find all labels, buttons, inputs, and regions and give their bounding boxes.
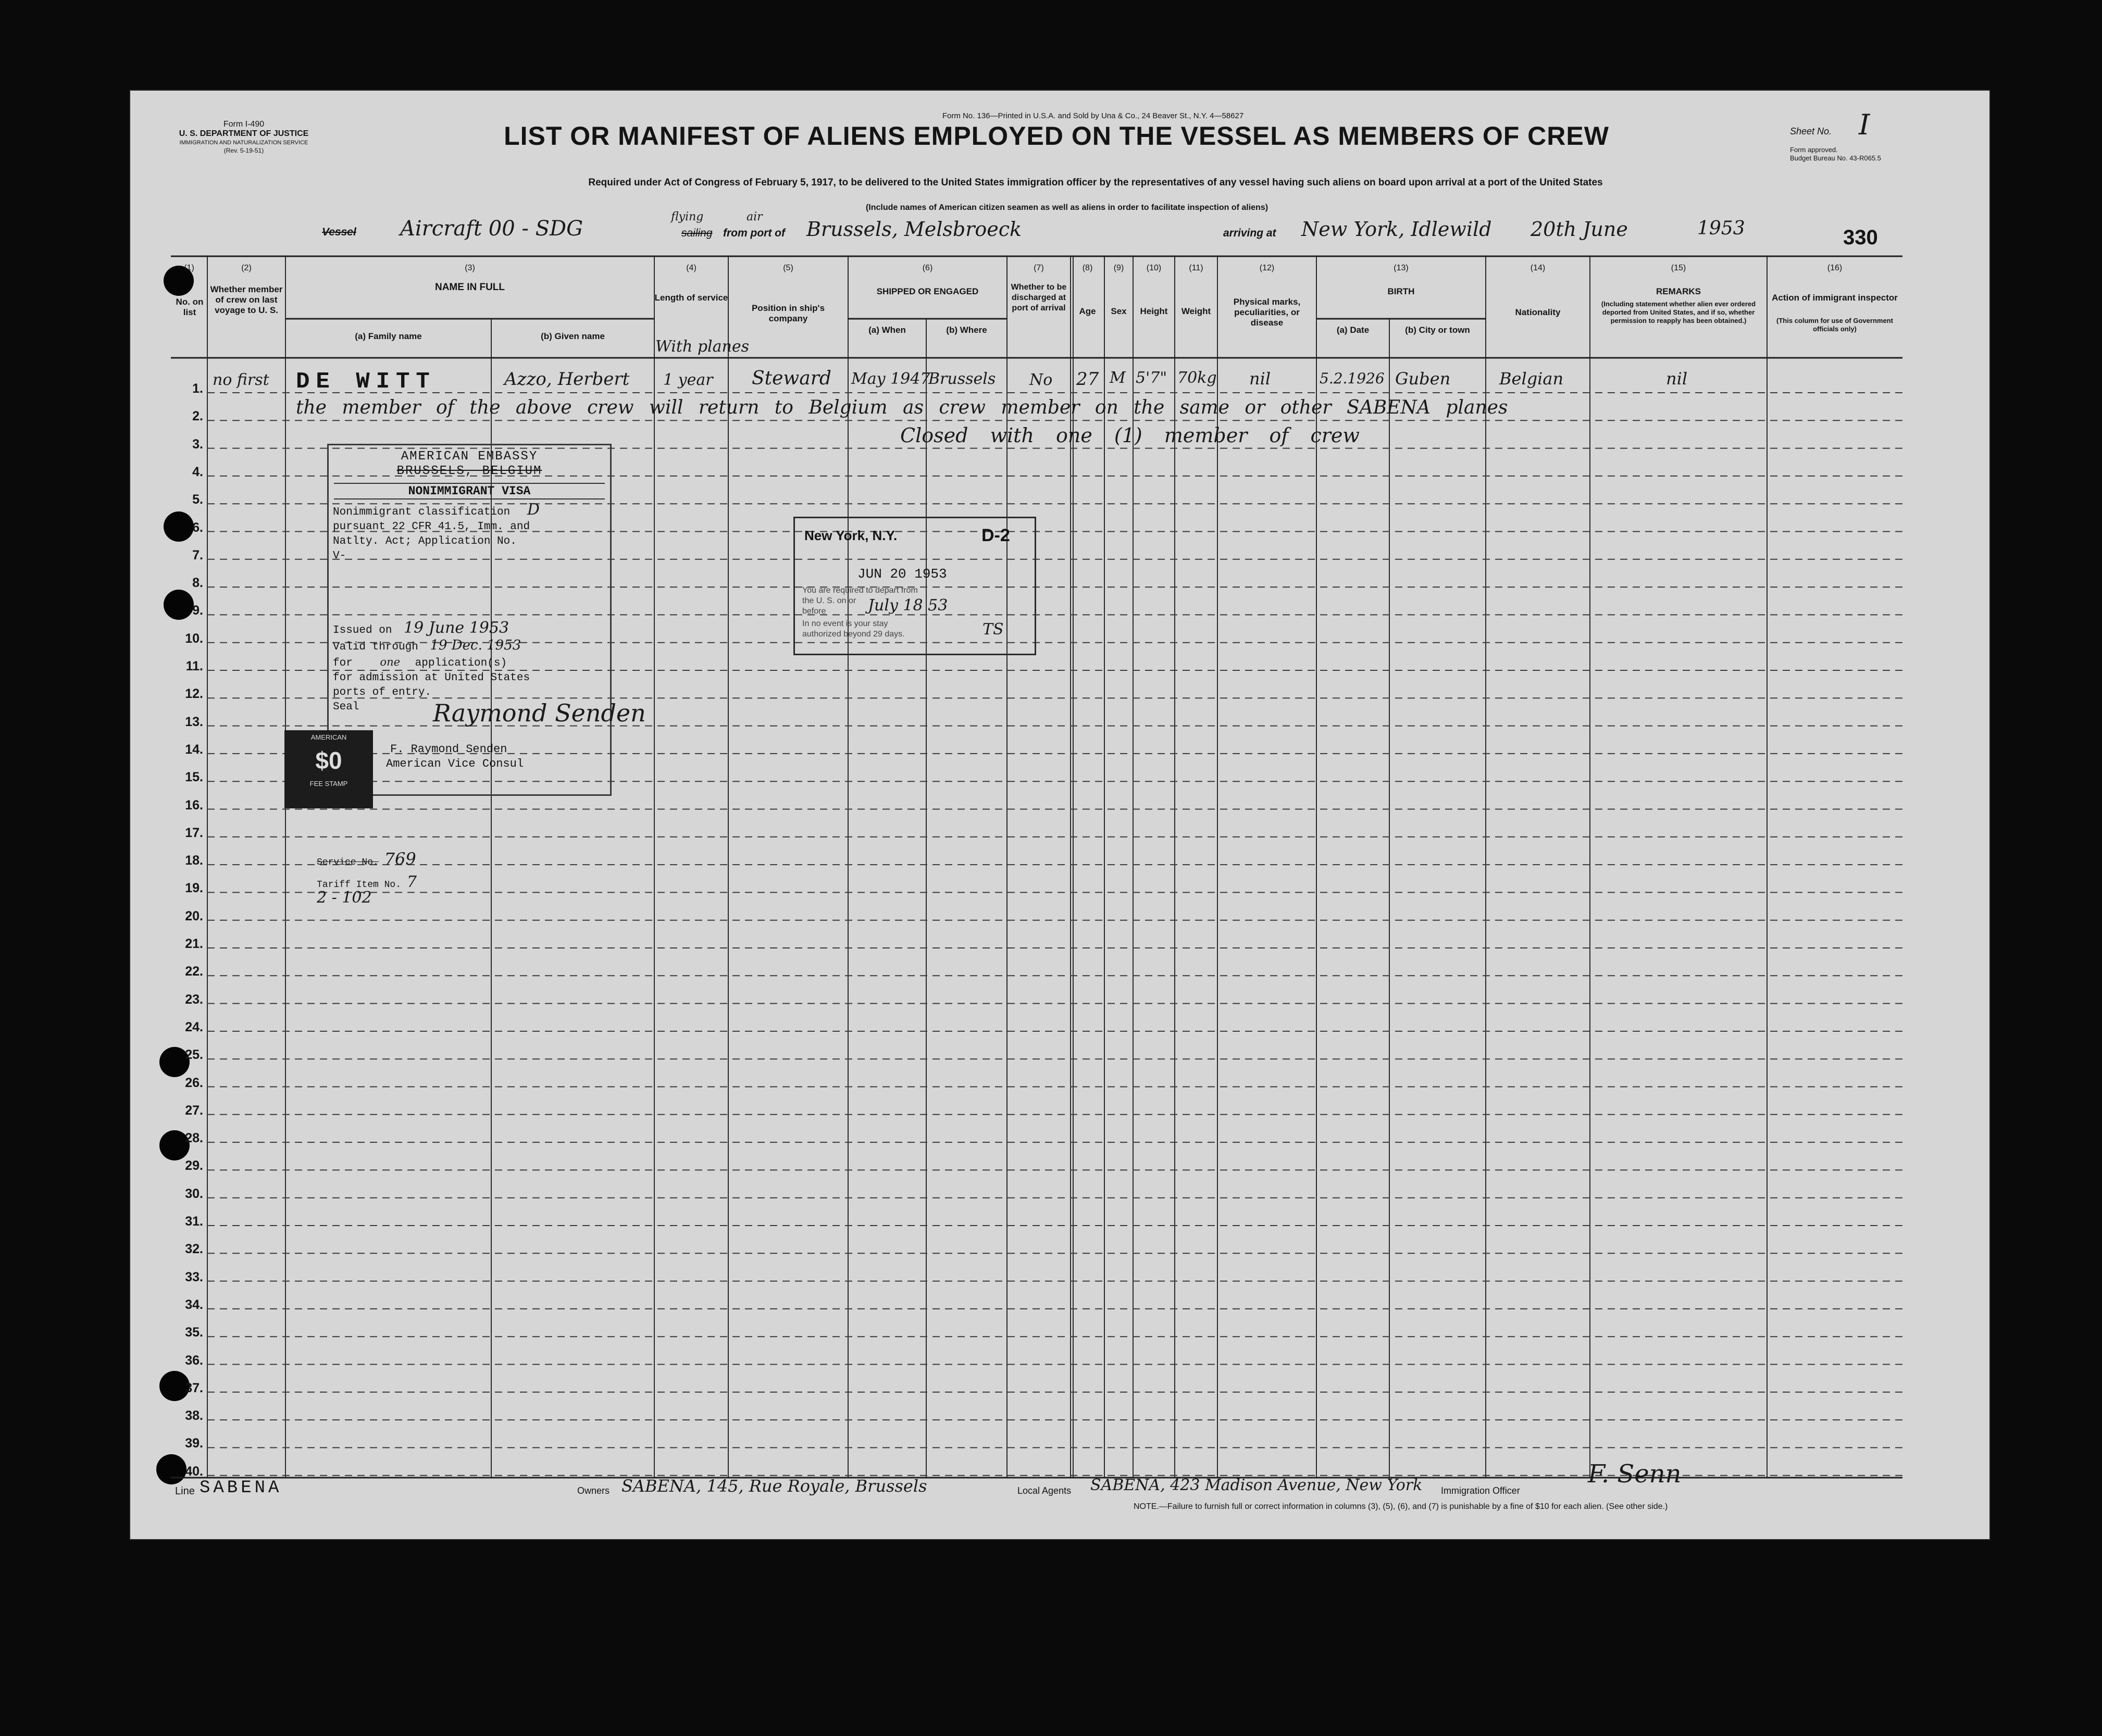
- visa-for-label: for: [333, 657, 353, 669]
- row-number: 7.: [192, 547, 203, 563]
- vessel-label: Vessel: [322, 226, 356, 238]
- col-head-no: No. on list: [176, 297, 204, 317]
- flying-note: flying: [671, 210, 704, 223]
- footer-agents-value: SABENA, 423 Madison Avenue, New York: [1090, 1476, 1423, 1494]
- col-head-action: Action of immigrant inspector: [1772, 293, 1898, 303]
- visa-signature: Raymond Senden: [433, 699, 646, 727]
- page-title: LIST OR MANIFEST OF ALIENS EMPLOYED ON THE VESSEL AS MEMBERS OF CREW: [504, 121, 1609, 151]
- sailing-label: sailing: [681, 227, 713, 239]
- serial-number: 330: [1843, 226, 1878, 249]
- row-number: 38.: [185, 1408, 203, 1423]
- col-head-position: Position in ship's company: [751, 303, 825, 323]
- visa-v: V-: [333, 550, 346, 562]
- form-id: Form I-490: [223, 120, 265, 129]
- col-num-7: (7): [1034, 264, 1044, 272]
- row-number: 39.: [185, 1436, 203, 1451]
- col-num-12: (12): [1259, 264, 1275, 272]
- entry-length: 1 year: [663, 371, 713, 389]
- from-port-value: Brussels, Melsbroeck: [806, 218, 1022, 241]
- row-number: 5.: [192, 492, 203, 507]
- visa-valid-value: 19 Dec. 1953: [430, 638, 521, 653]
- entry-birth-city: Guben: [1395, 369, 1451, 389]
- row-number: 4.: [192, 464, 203, 479]
- service-label: Service No.: [317, 857, 379, 868]
- footer-line-label: Line: [175, 1485, 195, 1497]
- col-head-discharged: Whether to be discharged at port of arrival: [1011, 283, 1067, 313]
- row-number: 1.: [192, 381, 203, 396]
- entry-stamp-code: D-2: [981, 526, 1010, 545]
- entry-nationality: Belgian: [1499, 369, 1564, 389]
- visa-applic-label: application(s): [415, 657, 507, 669]
- visa-issued-value: 19 June 1953: [404, 619, 509, 637]
- entry-stamp-text2: the U. S. on or: [802, 596, 856, 605]
- entry-stamp-date: JUN 20 1953: [857, 566, 947, 582]
- row-number: 27.: [185, 1103, 203, 1118]
- entry-position: Steward: [752, 368, 831, 389]
- manifest-sheet: [129, 90, 1991, 1540]
- col-num-4: (4): [686, 264, 696, 272]
- visa-issued-label: Issued on: [333, 625, 392, 636]
- visa-ports: ports of entry.: [333, 686, 432, 698]
- from-label: from port of: [723, 227, 785, 239]
- col-num-9: (9): [1113, 264, 1124, 272]
- footer-owners-value: SABENA, 145, Rue Royale, Brussels: [621, 1476, 927, 1496]
- entry-stamp: [793, 517, 1036, 655]
- entry-discharged: No: [1029, 371, 1053, 389]
- col-head-remarks: REMARKS: [1656, 286, 1701, 296]
- fee-stamp-value: $0: [315, 747, 342, 774]
- row-number: 28.: [185, 1131, 203, 1146]
- visa-city: BRUSSELS, BELGIUM: [396, 464, 542, 478]
- tariff-label: Tariff Item No.: [317, 880, 402, 890]
- col-head-birth: BIRTH: [1387, 286, 1415, 296]
- visa-consul-name: F. Raymond Senden: [390, 743, 507, 756]
- fee-stamp-top: AMERICAN: [310, 733, 347, 741]
- visa-cfr: pursuant 22 CFR 41.5, Imm. and: [333, 521, 530, 533]
- footer-officer-label: Immigration Officer: [1441, 1485, 1520, 1496]
- col-num-5: (5): [783, 264, 793, 272]
- row-number: 18.: [185, 853, 203, 868]
- row-number: 14.: [185, 742, 203, 757]
- note-line-2: the member of the above crew will return to Belgium as crew member on the same or other SABENA planes: [296, 397, 1508, 418]
- col-head-remarks-note: (Including statement whether alien ever ordered deported from United States, and if so, whether permission to reapply has been obtained.): [1601, 300, 1756, 324]
- col-num-6: (6): [922, 264, 933, 272]
- col-head-action-note: (This column for use of Government officials only): [1776, 317, 1893, 333]
- form-approved: Form approved.: [1790, 146, 1838, 154]
- footer-officer-signature: F. Senn: [1588, 1459, 1682, 1489]
- row-number: 26.: [185, 1075, 203, 1090]
- footer-note: NOTE.—Failure to furnish full or correct information in columns (3), (5), (6), and (7) is punishable by a fine of $10 for each alien. (See other side.): [1134, 1502, 1668, 1511]
- col-head-height: Height: [1140, 306, 1168, 316]
- col-num-8: (8): [1082, 264, 1093, 272]
- col-num-15: (15): [1671, 264, 1686, 272]
- row-number: 3.: [192, 436, 203, 452]
- entry-family-name: DE WITT: [296, 369, 436, 395]
- row-number: 36.: [185, 1353, 203, 1368]
- entry-member: no first: [213, 371, 269, 389]
- service-number: [317, 849, 416, 869]
- row-number: 10.: [185, 631, 203, 646]
- revision: (Rev. 5-19-51): [223, 147, 264, 154]
- col-head-shipped: SHIPPED OR ENGAGED: [876, 286, 979, 296]
- row-number: 19.: [185, 881, 203, 896]
- row-number: 23.: [185, 992, 203, 1007]
- col-num-11: (11): [1189, 264, 1203, 272]
- col-head-when: (a) When: [868, 325, 906, 335]
- sheet-label: Sheet No.: [1790, 126, 1832, 136]
- fee-stamp: [284, 730, 373, 808]
- col-head-marks: Physical marks, peculiarities, or disease: [1233, 297, 1301, 328]
- col-num-13: (13): [1394, 264, 1409, 272]
- col-num-2: (2): [241, 264, 252, 272]
- row-number: 33.: [185, 1269, 203, 1284]
- entry-stamp-text1: You are required to depart from: [802, 586, 918, 595]
- arriving-label: arriving at: [1223, 227, 1276, 239]
- department: U. S. DEPARTMENT OF JUSTICE: [179, 129, 309, 138]
- col-head-birth-city: (b) City or town: [1405, 325, 1470, 335]
- service-value: 769: [384, 849, 416, 869]
- form-subtitle-note: (Include names of American citizen seamen as well as aliens in order to facilitate inspection of aliens): [865, 203, 1268, 212]
- col-head-length: Length of service: [654, 293, 728, 303]
- row-number: 15.: [185, 770, 203, 785]
- row-number: 37.: [185, 1380, 203, 1395]
- col-num-3: (3): [465, 264, 475, 272]
- col-head-nationality: Nationality: [1515, 307, 1561, 317]
- row-number: 12.: [185, 686, 203, 702]
- row-number: 30.: [185, 1186, 203, 1201]
- sheet-number: I: [1859, 108, 1870, 141]
- visa-classification-label: Nonimmigrant classification: [333, 506, 511, 518]
- entry-where: Brussels: [928, 370, 996, 388]
- footer-agents-label: Local Agents: [1017, 1485, 1072, 1496]
- visa-applications-value: one: [380, 656, 401, 668]
- entry-height: 5'7": [1136, 369, 1167, 387]
- visa-embassy: AMERICAN EMBASSY: [401, 449, 538, 464]
- entry-stamp-depart-by: July 18 53: [868, 596, 948, 615]
- row-number: 24.: [185, 1019, 203, 1034]
- arrival-date-value: 20th June: [1531, 218, 1628, 241]
- row-number: 32.: [185, 1242, 203, 1257]
- entry-stamp-text5: authorized beyond 29 days.: [802, 630, 905, 639]
- row-number: 20.: [185, 908, 203, 923]
- visa-type: NONIMMIGRANT VISA: [334, 483, 605, 499]
- footer-owners-label: Owners: [577, 1485, 610, 1496]
- air-note: air: [747, 210, 763, 223]
- row-number: 25.: [185, 1047, 203, 1063]
- col-num-1: (1): [184, 264, 194, 272]
- note-line-3: Closed with one (1) member of crew: [900, 424, 1360, 447]
- visa-admission: for admission at United States: [333, 672, 530, 684]
- visa-class-value: D: [527, 501, 540, 519]
- row-number: 31.: [185, 1214, 203, 1229]
- row-number: 40.: [185, 1464, 203, 1479]
- entry-when: May 1947: [851, 370, 930, 388]
- col-head-weight: Weight: [1181, 306, 1211, 316]
- row-number: 16.: [185, 797, 203, 813]
- row-number: 34.: [185, 1297, 203, 1312]
- arrival-year-value: 1953: [1697, 218, 1745, 239]
- col-num-16: (16): [1827, 264, 1843, 272]
- row-number: 22.: [185, 964, 203, 979]
- visa-seal: Seal: [333, 701, 359, 713]
- form-subtitle: Required under Act of Congress of February 5, 1917, to be delivered to the United States immigration officer by the representatives of any vessel having such aliens on board upon arrival at a port of the United States: [588, 177, 1603, 188]
- entry-sex: M: [1110, 369, 1126, 387]
- entry-weight: 70kg: [1177, 369, 1217, 387]
- visa-valid-label: Valid through: [333, 641, 418, 653]
- budget-bureau: Budget Bureau No. 43-R065.5: [1790, 154, 1881, 162]
- col-head-name: NAME IN FULL: [434, 282, 505, 293]
- entry-stamp-text4: In no event is your stay: [802, 619, 888, 628]
- col-head-family: (a) Family name: [355, 331, 422, 341]
- row-number: 29.: [185, 1158, 203, 1173]
- fee-stamp-bottom: FEE STAMP: [309, 780, 348, 788]
- row-number: 6.: [192, 520, 203, 535]
- row-number: 11.: [185, 659, 203, 673]
- col-num-10: (10): [1146, 264, 1162, 272]
- entry-length-note: With planes: [655, 338, 749, 356]
- col-head-member: Whether member of crew on last voyage to U. S.: [210, 284, 283, 315]
- col-head-given: (b) Given name: [541, 331, 605, 341]
- col-num-14: (14): [1530, 264, 1546, 272]
- entry-age: 27: [1076, 369, 1099, 390]
- row-number: 17.: [185, 825, 203, 840]
- col-head-where: (b) Where: [946, 325, 987, 335]
- visa-application: Natlty. Act; Application No.: [333, 535, 517, 547]
- col-head-sex: Sex: [1111, 306, 1127, 316]
- row-number: 21.: [185, 936, 203, 951]
- row-number: 13.: [185, 714, 203, 729]
- entry-stamp-text3: before: [802, 607, 826, 616]
- form-number-line: Form No. 136—Printed in U.S.A. and Sold by Una & Co., 24 Beaver St., N.Y. 4—58627: [942, 111, 1244, 120]
- col-head-age: Age: [1079, 306, 1096, 316]
- row-number: 2.: [192, 409, 203, 424]
- service: IMMIGRATION AND NATURALIZATION SERVICE: [179, 140, 308, 146]
- visa-consul-title: American Vice Consul: [386, 757, 524, 770]
- extra-number: 2 - 102: [317, 889, 372, 907]
- tariff-value: 7: [406, 873, 417, 891]
- entry-remarks: nil: [1666, 369, 1688, 389]
- entry-given-name: Azzo, Herbert: [504, 369, 630, 390]
- footer-line-value: SABENA: [200, 1478, 282, 1498]
- entry-stamp-initials: TS: [982, 620, 1004, 639]
- entry-stamp-city: New York, N.Y.: [804, 528, 898, 543]
- entry-marks: nil: [1249, 369, 1271, 389]
- row-number: 9.: [192, 603, 203, 618]
- entry-birth-date: 5.2.1926: [1320, 370, 1385, 387]
- row-number: 35.: [185, 1325, 203, 1340]
- col-head-birth-date: (a) Date: [1336, 325, 1370, 335]
- arriving-port-value: New York, Idlewild: [1301, 218, 1492, 241]
- vessel-value: Aircraft 00 - SDG: [400, 217, 583, 241]
- row-number: 8.: [192, 576, 203, 591]
